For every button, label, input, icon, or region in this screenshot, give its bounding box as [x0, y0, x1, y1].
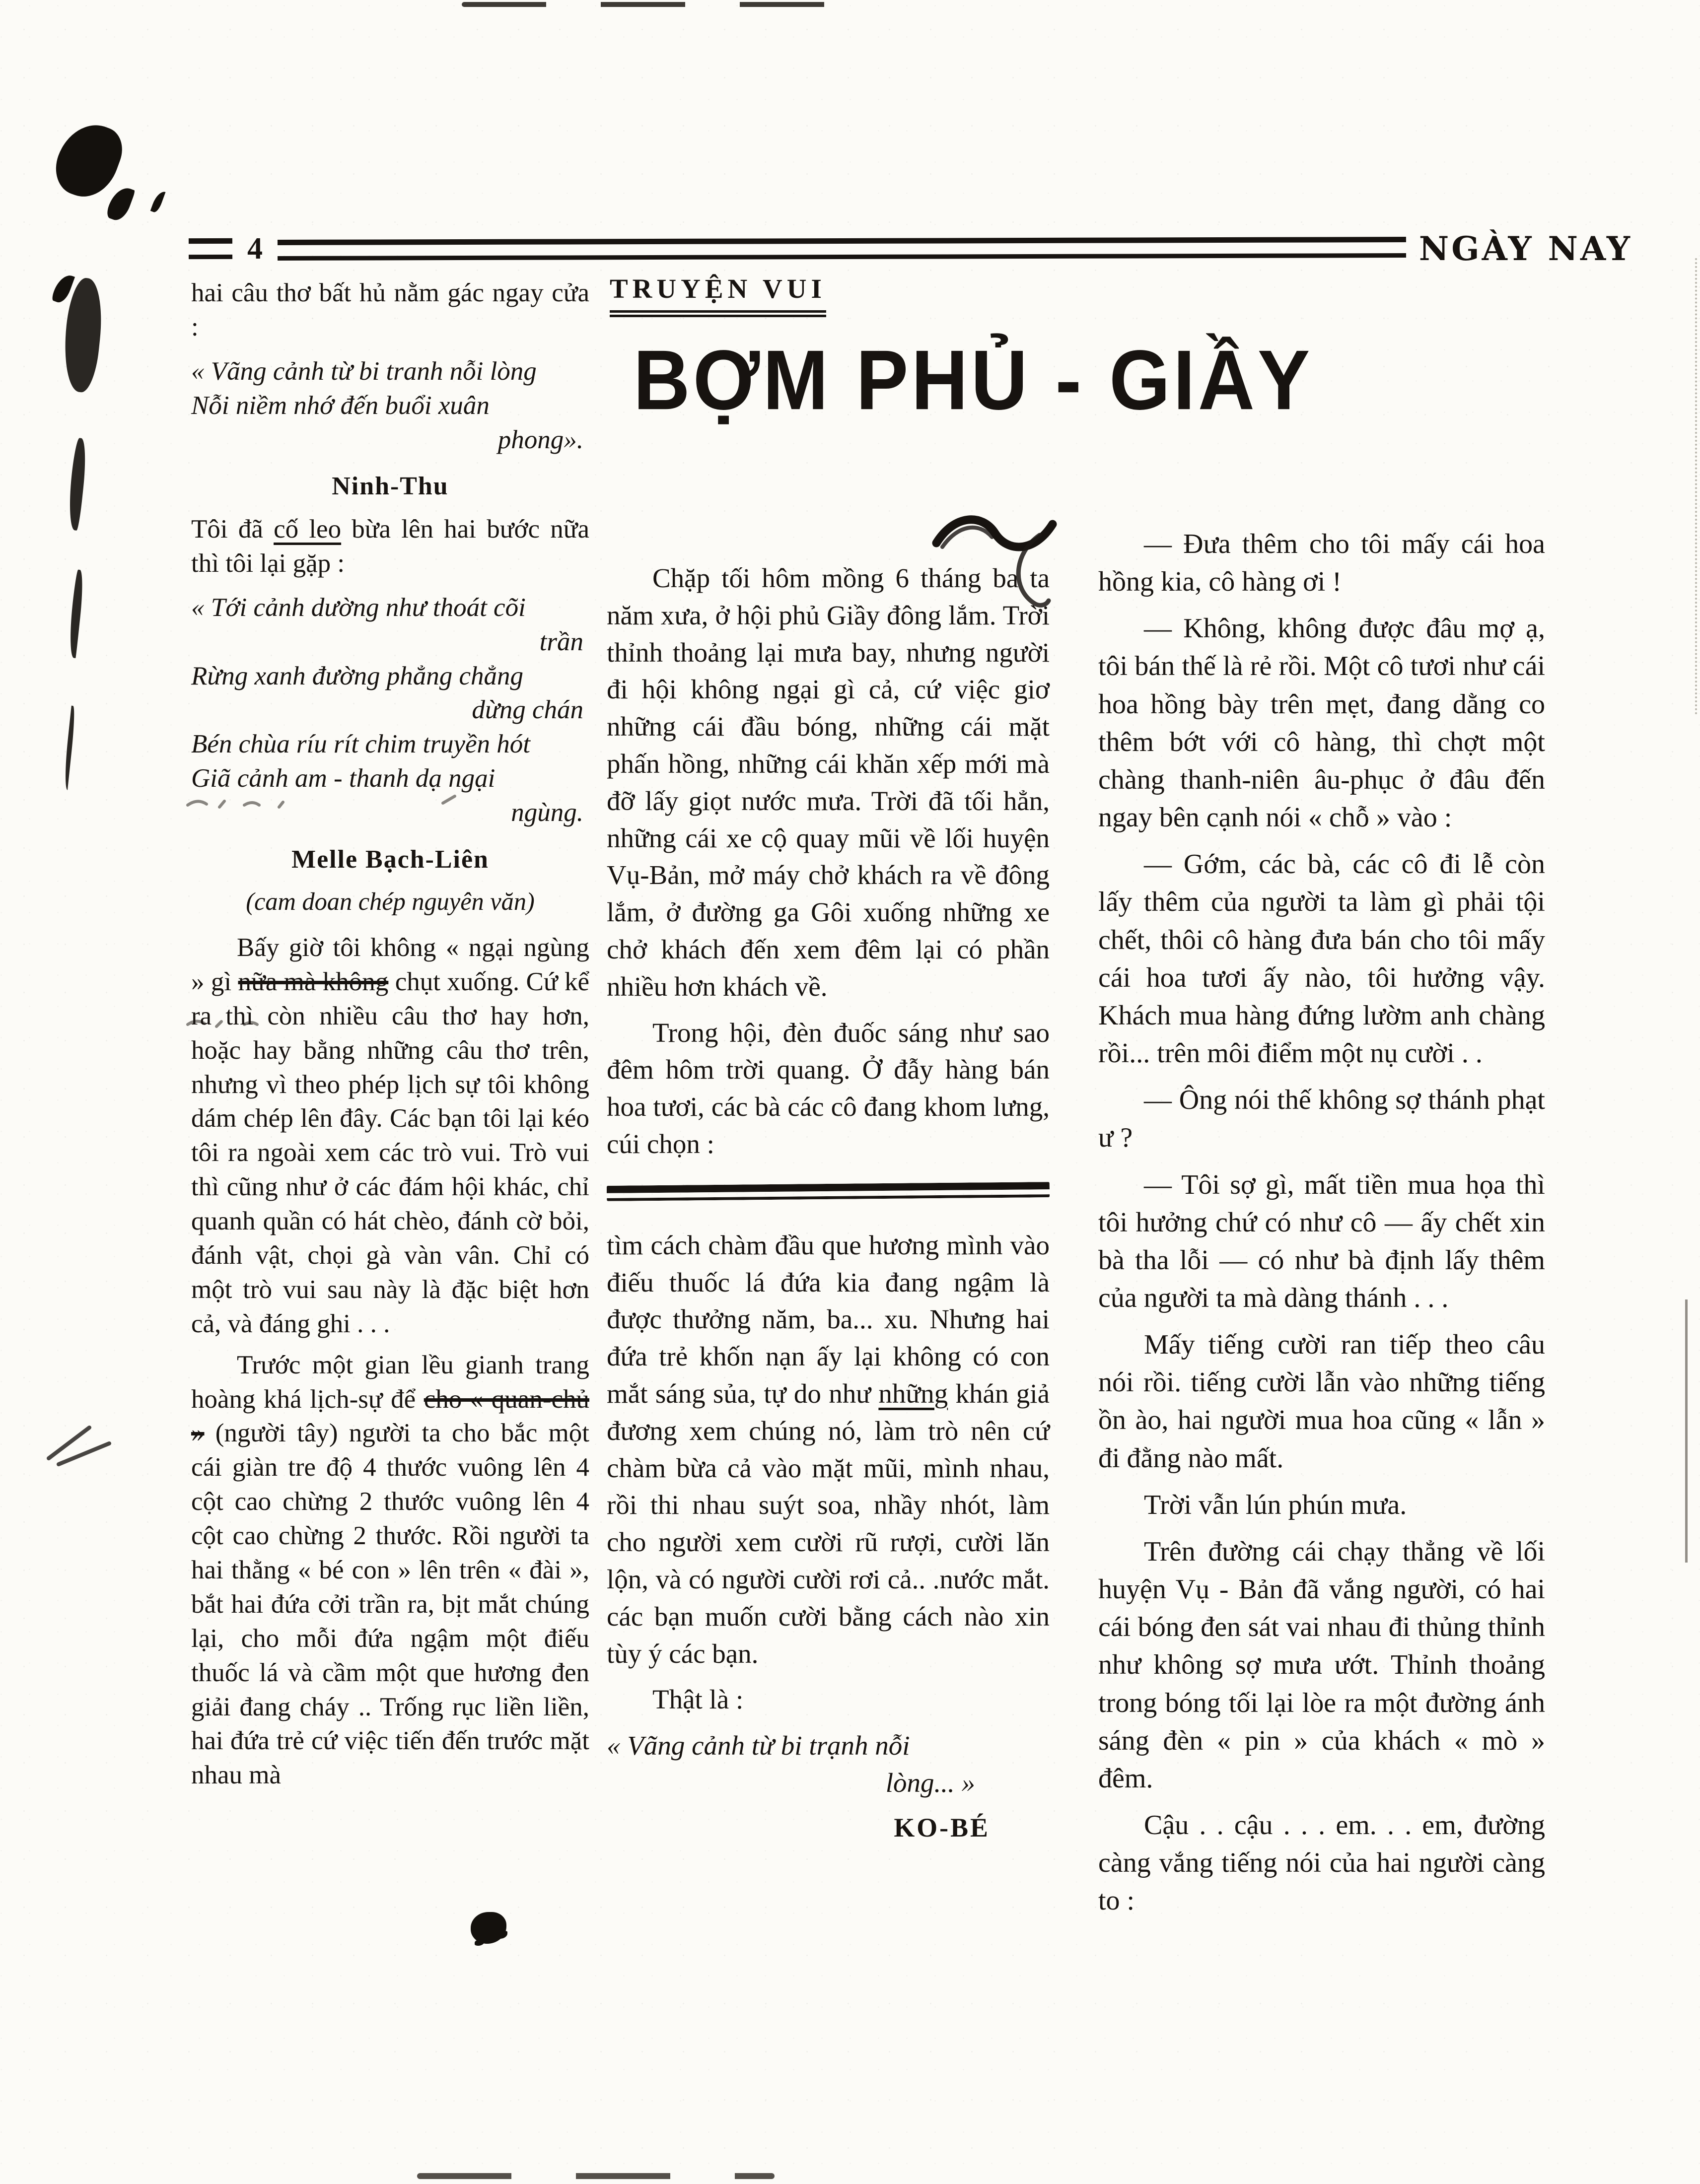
- poem-line-continuation: phong».: [497, 425, 583, 454]
- strike-ink-artifact: nữa mà không: [238, 967, 389, 996]
- scan-artifact-right-line: [1685, 1299, 1688, 1563]
- left-column: [191, 276, 589, 1799]
- scan-noise-topleft: [48, 115, 129, 205]
- text-run: Bấy giờ tôi không « ngại ngùng » gì: [191, 933, 589, 996]
- masthead-title: NGÀY NAY: [1418, 229, 1632, 268]
- poem-line-continuation: lòng... »: [885, 1767, 975, 1798]
- paragraph: Chặp tối hôm mồng 6 tháng ba ta năm xưa, ở hội phủ Giầy đông lắm. Trời thỉnh thoảng lại mưa bay, nhưng người đi hội không ngại gì cả, cứ việc giơ những cái đầu bóng, những cái mặt phấn hồng, những cái khăn xếp mới mà đỡ lấy giọt nước mưa. Trời đã tối hẳn, những cái xe cộ quay mũi về lối huyện Vụ-Bản, mở máy chở khách ra về đông lắm, ở đường ga Gôi xuống những xe chở khách đến xem đêm lại có phần nhiều hơn khách về.: [607, 563, 1050, 1002]
- paragraph: — Ông nói thế không sợ thánh phạt ư ?: [1098, 1085, 1545, 1154]
- underline-ink-artifact: những: [878, 1378, 948, 1409]
- poem-line: Nỗi niềm nhớ đến buổi xuân: [191, 391, 490, 420]
- poem-line-continuation: ngùng.: [511, 798, 583, 827]
- article-headline: BỢM PHỦ - GIẦY: [633, 333, 1313, 427]
- poem-line: « Tới cảnh dường như thoát cõi: [191, 593, 526, 622]
- paragraph: — Không, không được đâu mợ ạ, tôi bán thế là rẻ rồi. Một cô tươi như cái hoa hồng bày trên mẹt, đang dằng co thêm bớt với cô hàng, thì chợt một chàng thanh-niên âu-phục ở đâu đến ngay bên cạnh nói « chỗ » vào :: [1098, 613, 1545, 833]
- text-run: tìm cách chàm đầu que hương mình vào điếu thuốc lá đứa kia đang ngậm là được thưởng năm, ba... xu. Nhưng hai đứa trẻ khốn nạn ấy lại không có con mắt sáng sủa, tự do như: [607, 1229, 1050, 1409]
- strike-ink-artifact: cho « quan-chủ »: [191, 1384, 589, 1448]
- page-number: 4: [247, 232, 263, 266]
- paragraph: Thật là :: [652, 1684, 744, 1715]
- editor-note: (cam doan chép nguyên văn): [246, 887, 535, 915]
- paragraph: — Đưa thêm cho tôi mấy cái hoa hồng kia, cô hàng ơi !: [1098, 529, 1545, 598]
- text-run: Trước một gian lều gianh trang hoàng khá lịch-sự để: [191, 1350, 589, 1414]
- paragraph: Mấy tiếng cười ran tiếp theo câu nói rồi. tiếng cười lẫn vào những tiếng ồn ào, hai người mua hoa cũng « lẫn » đi đằng nào mất.: [1098, 1329, 1545, 1474]
- text-run: bừa lên hai bước nữa thì tôi lại gặp :: [191, 514, 589, 578]
- page-header: [189, 229, 1632, 268]
- paragraph: [191, 512, 589, 581]
- byline: Melle Bạch-Liên: [291, 845, 489, 874]
- paragraph: [607, 1227, 1050, 1673]
- section-divider: [607, 1182, 1050, 1201]
- underline-ink-artifact: cố leo: [274, 514, 342, 544]
- right-column: [1098, 525, 1545, 1928]
- middle-column: [607, 560, 1050, 1846]
- scan-artifact-top-edge: [462, 2, 839, 7]
- paragraph: Trên đường cái chạy thẳng về lối huyện Vụ - Bản đã vắng người, có hai cái bóng đen sát vai nhau đi thủng thỉnh như không sợ mưa ướt. Thỉnh thoảng trong bóng tối lại lòe ra một đường ánh sáng đèn « pin » của khách « mò » đêm.: [1098, 1536, 1545, 1794]
- poem-line: « Vãng cảnh từ bi tranh nỗi lòng: [191, 356, 537, 386]
- paragraph: Trời vẫn lún phún mưa.: [1144, 1489, 1407, 1520]
- poem: [191, 354, 589, 457]
- header-rule: [278, 237, 1406, 261]
- paragraph: [191, 1348, 589, 1793]
- poem-line-continuation: dừng chán: [472, 695, 583, 725]
- text-run: (người tây) người ta cho bắc một cái giàn tre độ 4 thước vuông lên 4 cột cao chừng 2 thước vuông lên 4 cột cao chừng 2 thước. Rồi người ta hai thằng « bé con » lên trên « đài », bắt hai đứa cởi trần ra, bịt mắt chúng lại, cho mỗi đứa ngậm một điếu thuốc lá và cầm một que hương đen giải đang cháy .. Trống rục liền liền, hai đứa trẻ cứ việc tiến đến trước mặt nhau mà: [191, 1419, 589, 1790]
- section-kicker: TRUYỆN VUI: [610, 273, 826, 317]
- poem-line: « Vãng cảnh từ bi trạnh nỗi: [607, 1730, 910, 1761]
- paragraph: Cậu . . cậu . . . em. . . em, đường càng vắng tiếng nói của hai người càng to :: [1098, 1810, 1545, 1916]
- poem-line-continuation: trần: [539, 627, 583, 656]
- poem-line: Rừng xanh đường phẳng chẳng: [191, 661, 524, 690]
- header-rule-left: [189, 238, 232, 259]
- margin-pen-mark: [44, 1411, 118, 1470]
- text-run: khán giả đương xem chúng nó, làm trò nên cứ chàm bừa cả vào mặt mũi, mình nhau, rồi thi nhau suýt soa, nhầy nhót, làm cho người xem cười rũ rượi, cười lăn lộn, và có người cười rơi cả.. .nước mắt. các bạn muốn cười bằng cách nào xin tùy ý các bạn.: [607, 1378, 1050, 1669]
- scan-artifact-right-dots: [1695, 258, 1697, 715]
- paragraph: — Gớm, các bà, các cô đi lễ còn lấy thêm của người ta làm gì phải tội chết, thôi cô hàng đưa bán cho tôi mấy cái hoa tươi ấy nào, tôi hưởng vậy. Khách mua hàng đứng lườm anh chàng rồi... trên môi điểm một nụ cười . .: [1098, 849, 1545, 1069]
- paragraph: [191, 931, 589, 1341]
- quoted-verse: [607, 1727, 1050, 1802]
- byline: Ninh-Thu: [332, 472, 449, 501]
- poem-line: Bén chùa ríu rít chim truyền hót: [191, 730, 530, 759]
- poem-line: Giã cảnh am - thanh dạ ngại: [191, 764, 496, 793]
- scan-noise-left-edge: [60, 276, 106, 394]
- paragraph: Trong hội, đèn đuốc sáng như sao đêm hôm trời quang. Ở đẫy hàng bán hoa tươi, các bà các cô đang khom lưng, cúi chọn :: [607, 1017, 1050, 1159]
- author-signature: KO-BÉ: [894, 1812, 990, 1843]
- paragraph: hai câu thơ bất hủ nằm gác ngay cửa :: [191, 278, 589, 341]
- poem: [191, 591, 589, 830]
- paragraph: — Tôi sợ gì, mất tiền mua họa thì tôi hưởng chứ có như cô — ấy chết xin bà tha lỗi — có như bà định lấy thêm của người ta mà dàng thánh . . .: [1098, 1169, 1545, 1313]
- scan-artifact-bottom-edge: [417, 2173, 775, 2179]
- ink-blot: [471, 1912, 506, 1944]
- text-run: Tôi đã: [191, 514, 274, 544]
- text-run: chụt xuống. Cứ kể ra thì còn nhiều câu thơ hay hơn, hoặc hay bằng những câu thơ trên, nhưng vì theo phép lịch sự tôi không dám chép lên đây. Các bạn tôi lại kéo tôi ra ngoài xem các trò vui. Trò vui thì cũng như ở các đám hội khác, chỉ quanh quần có hát chèo, đánh cờ bỏi, đánh vật, chọi gà vàn vân. Chỉ có một trò vui sau này là đặc biệt hơn cả, và đáng ghi . . .: [191, 967, 589, 1338]
